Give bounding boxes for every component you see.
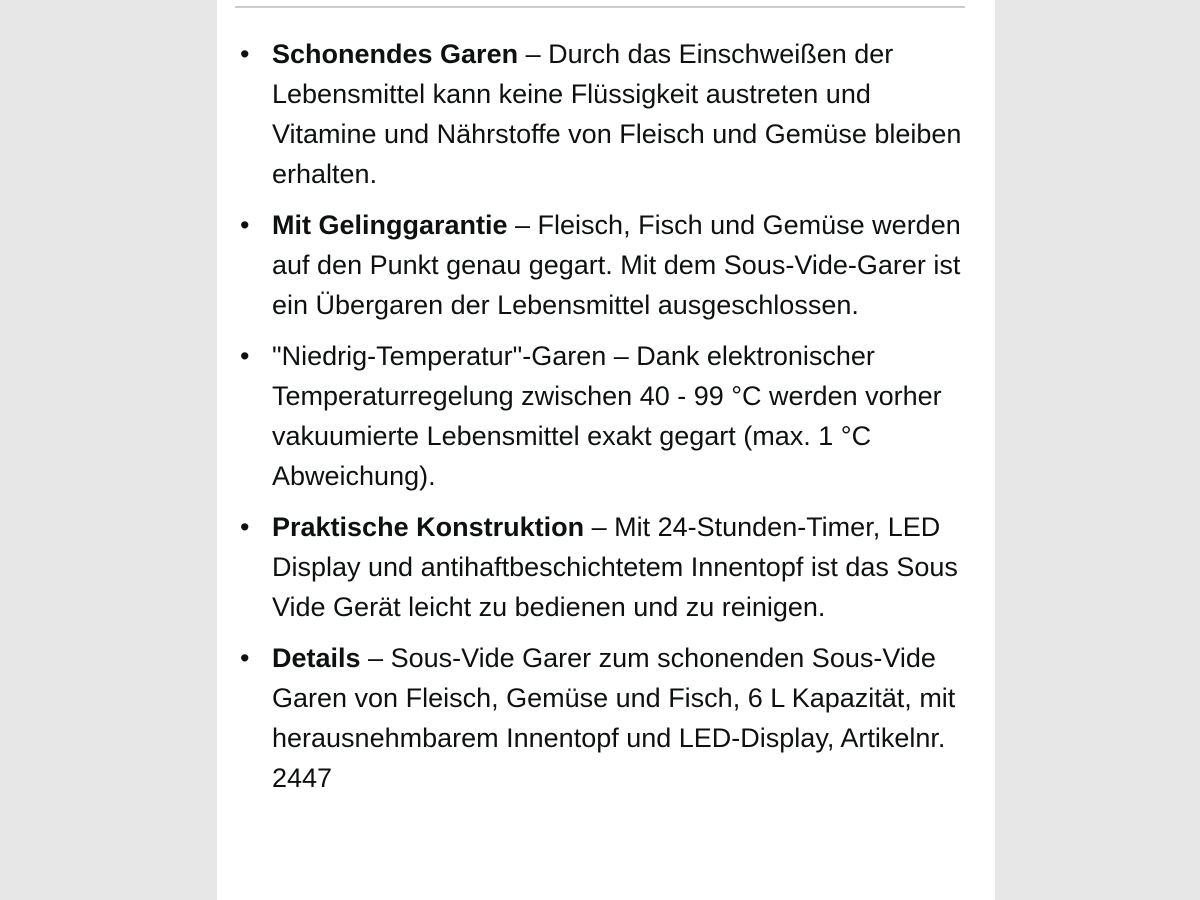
feature-bullet-text xyxy=(272,336,965,496)
feature-bullet-lead: Schonendes Garen xyxy=(272,39,519,69)
feature-bullet-rest: – Mit 24-Stunden-Timer, LED Display und antihaftbeschichtetem Innentopf ist das Sous Vide Gerät leicht zu bedienen und zu reinigen. xyxy=(272,512,958,622)
product-description-panel xyxy=(217,0,995,900)
feature-bullet-text xyxy=(272,507,965,627)
feature-bullet-rest: – Durch das Einschweißen der Lebensmittel kann keine Flüssigkeit austreten und Vitamine und Nährstoffe von Fleisch und Gemüse bleiben erhalten. xyxy=(272,39,962,189)
feature-bullet-text xyxy=(272,638,965,798)
feature-bullet-item xyxy=(240,638,965,798)
feature-bullet-rest: – Sous-Vide Garer zum schonenden Sous-Vide Garen von Fleisch, Gemüse und Fisch, 6 L Kapazität, mit herausnehmbarem Innentopf und LED-Display, Artikelnr. 2447 xyxy=(272,643,956,793)
feature-bullet-text xyxy=(272,205,965,325)
bullet-dot-icon: • xyxy=(240,341,250,371)
feature-bullet-lead: Mit Gelinggarantie xyxy=(272,210,508,240)
section-divider xyxy=(235,6,965,8)
feature-bullet-item xyxy=(240,34,965,194)
feature-bullet-lead: Praktische Konstruktion xyxy=(272,512,585,542)
feature-bullets-list xyxy=(240,34,965,798)
feature-bullet-text xyxy=(272,34,965,194)
bullet-dot-icon: • xyxy=(240,210,250,240)
feature-bullet-item xyxy=(240,205,965,325)
bullet-dot-icon: • xyxy=(240,512,250,542)
feature-bullet-item xyxy=(240,507,965,627)
bullet-dot-icon: • xyxy=(240,39,250,69)
feature-bullet-rest: "Niedrig-Temperatur"-Garen – Dank elektronischer Temperaturregelung zwischen 40 - 99 °C werden vorher vakuumierte Lebensmittel exakt gegart (max. 1 °C Abweichung). xyxy=(272,341,942,491)
feature-bullet-lead: Details xyxy=(272,643,361,673)
feature-bullet-rest: – Fleisch, Fisch und Gemüse werden auf den Punkt genau gegart. Mit dem Sous-Vide-Garer ist ein Übergaren der Lebensmittel ausgeschlossen. xyxy=(272,210,961,320)
feature-bullet-item xyxy=(240,336,965,496)
bullet-dot-icon: • xyxy=(240,643,250,673)
